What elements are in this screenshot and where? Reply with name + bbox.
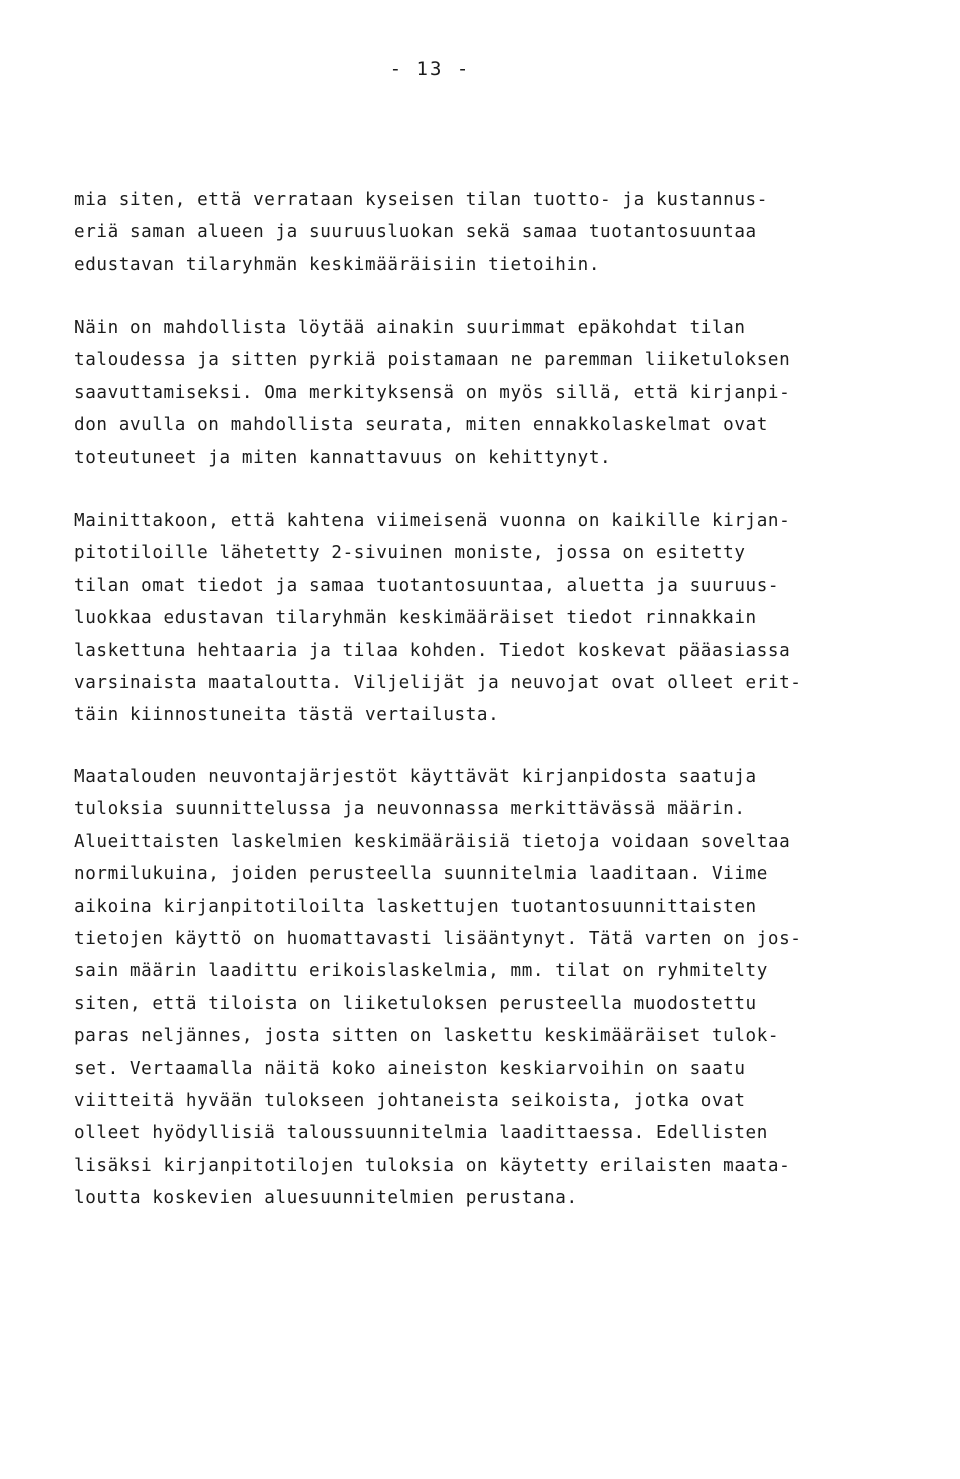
text-line: siten, että tiloista on liiketuloksen perusteella muodostettu [74, 993, 757, 1014]
text-line: tilan omat tiedot ja samaa tuotantosuuntaa, aluetta ja suuruus- [74, 575, 780, 596]
paragraph-1 [74, 184, 904, 281]
text-line: luokkaa edustavan tilaryhmän keskimääräiset tiedot rinnakkain [74, 608, 757, 629]
text-line: olleet hyödyllisiä taloussuunnitelmia laadittaessa. Edellisten [74, 1123, 768, 1144]
paragraph-2 [74, 312, 904, 474]
text-line: tietojen käyttö on huomattavasti lisääntynyt. Tätä varten on jos- [74, 928, 802, 949]
text-line: sain määrin laadittu erikoislaskelmia, mm. tilat on ryhmitelty [74, 961, 768, 982]
text-line: loutta koskevien aluesuunnitelmien perustana. [74, 1188, 578, 1209]
text-line: don avulla on mahdollista seurata, miten ennakkolaskelmat ovat [74, 415, 768, 436]
paragraph-4 [74, 761, 904, 1214]
text-line: set. Vertaamalla näitä koko aineiston keskiarvoihin on saatu [74, 1058, 746, 1079]
text-line: täin kiinnostuneita tästä vertailusta. [74, 705, 500, 726]
text-line: laskettuna hehtaaria ja tilaa kohden. Tiedot koskevat pääasiassa [74, 640, 791, 661]
text-line: taloudessa ja sitten pyrkiä poistamaan ne paremman liiketuloksen [74, 350, 791, 371]
text-line: Maatalouden neuvontajärjestöt käyttävät kirjanpidosta saatuja [74, 767, 757, 787]
paragraph-3 [74, 505, 904, 732]
text-line: aikoina kirjanpitotiloilta laskettujen tuotantosuunnittaisten [74, 896, 757, 917]
text-line: Näin on mahdollista löytää ainakin suurimmat epäkohdat tilan [74, 318, 746, 338]
text-line: lisäksi kirjanpitotilojen tuloksia on käytetty erilaisten maata- [74, 1155, 791, 1176]
text-line: pitotiloille lähetetty 2-sivuinen moniste, jossa on esitetty [74, 543, 746, 564]
text-line: Alueittaisten laskelmien keskimääräisiä tietoja voidaan soveltaa [74, 831, 791, 852]
text-line: normilukuina, joiden perusteella suunnitelmia laaditaan. Viime [74, 864, 768, 885]
text-line: mia siten, että verrataan kyseisen tilan tuotto- ja kustannus- [74, 190, 768, 210]
text-line: edustavan tilaryhmän keskimääräisiin tietoihin. [74, 254, 601, 275]
text-line: tuloksia suunnittelussa ja neuvonnassa merkittävässä määrin. [74, 799, 746, 820]
text-line: paras neljännes, josta sitten on laskettu keskimääräiset tulok- [74, 1026, 780, 1047]
text-line: varsinaista maataloutta. Viljelijät ja neuvojat ovat olleet erit- [74, 672, 802, 693]
text-line: Mainittakoon, että kahtena viimeisenä vuonna on kaikille kirjan- [74, 511, 791, 531]
text-line: viitteitä hyvään tulokseen johtaneista seikoista, jotka ovat [74, 1090, 746, 1111]
text-line: saavuttamiseksi. Oma merkityksensä on myös sillä, että kirjanpi- [74, 382, 791, 403]
text-line: toteutuneet ja miten kannattavuus on kehittynyt. [74, 447, 612, 468]
text-line: eriä saman alueen ja suuruusluokan sekä samaa tuotantosuuntaa [74, 222, 757, 243]
page-number: - 13 - [389, 58, 471, 80]
